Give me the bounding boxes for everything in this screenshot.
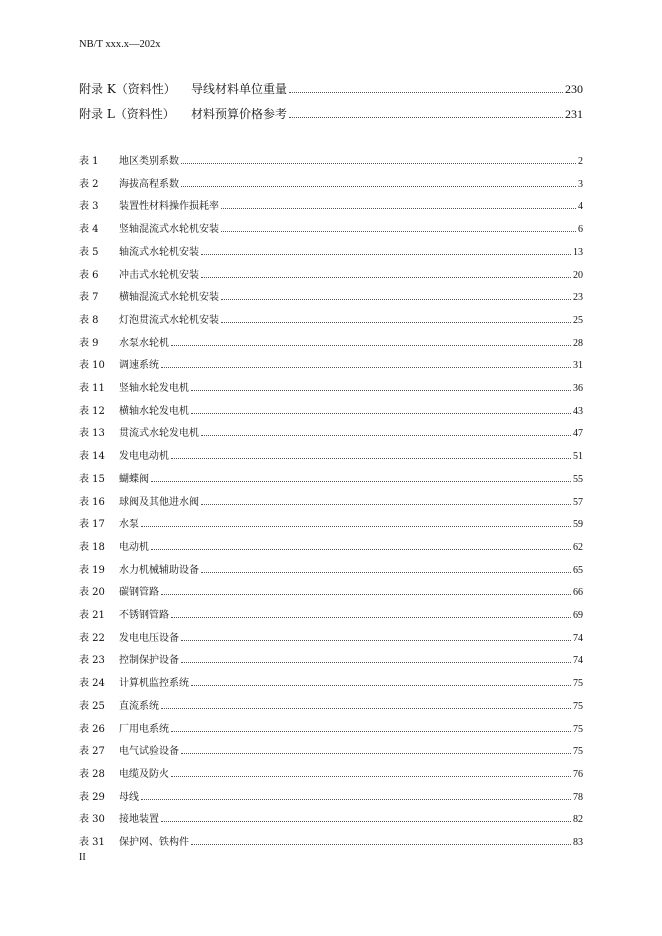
table-entry[interactable] — [79, 379, 583, 394]
entry-title: 发电电压设备 — [119, 632, 179, 644]
entry-page-number: 2 — [578, 156, 583, 167]
entry-page-number: 83 — [573, 837, 583, 848]
dot-leader — [191, 843, 571, 845]
entry-label: 表 11 — [79, 383, 105, 394]
entry-page-number: 55 — [573, 473, 583, 485]
entry-title: 不锈钢管路 — [119, 610, 169, 621]
entry-page-number: 4 — [578, 201, 583, 213]
entry-title: 电缆及防火 — [119, 768, 169, 780]
entry-title: 碳钢管路 — [119, 587, 159, 599]
entry-title: 海拔高程系数 — [119, 178, 179, 190]
entry-title: 接地装置 — [119, 814, 159, 826]
entry-title: 电气试验设备 — [119, 746, 179, 758]
entry-label: 表 23 — [79, 655, 105, 667]
dot-leader — [289, 91, 563, 93]
entry-page-number: 76 — [573, 768, 583, 780]
entry-title: 调速系统 — [119, 360, 159, 372]
dot-leader — [191, 412, 571, 414]
entry-page-number: 82 — [573, 814, 583, 826]
entry-title: 材料预算价格参考 — [191, 107, 288, 121]
table-entry[interactable] — [79, 197, 583, 212]
document-code-header: NB/T xxx.x—202x — [79, 39, 161, 50]
entry-title: 电动机 — [119, 541, 149, 553]
table-entry[interactable] — [79, 470, 583, 485]
dot-leader — [221, 207, 576, 209]
dot-leader — [191, 389, 571, 391]
table-entry[interactable] — [79, 447, 583, 462]
entry-label: 表 21 — [79, 610, 105, 621]
entry-page-number: 231 — [565, 107, 583, 121]
entry-label: 表 27 — [79, 746, 105, 758]
entry-label: 表 13 — [79, 428, 105, 440]
dot-leader — [201, 276, 571, 278]
dot-leader — [201, 503, 571, 505]
table-entry[interactable] — [79, 583, 583, 598]
table-entry[interactable] — [79, 651, 583, 666]
table-entry[interactable] — [79, 311, 583, 326]
table-entry[interactable] — [79, 810, 583, 825]
dot-leader — [201, 571, 571, 573]
entry-title: 贯流式水轮发电机 — [119, 428, 199, 440]
table-entry[interactable] — [79, 674, 583, 689]
entry-title: 直流系统 — [119, 700, 159, 712]
table-entry[interactable] — [79, 538, 583, 553]
dot-leader — [181, 162, 576, 164]
table-entry[interactable] — [79, 334, 583, 349]
entry-title: 横轴水轮发电机 — [119, 405, 189, 417]
dot-leader — [171, 730, 571, 732]
table-entry[interactable] — [79, 515, 583, 530]
entry-label: 表 4 — [79, 224, 99, 236]
table-entry[interactable] — [79, 629, 583, 644]
entry-title: 保护网、铁构件 — [119, 837, 189, 848]
entry-label: 表 25 — [79, 700, 105, 712]
table-entry[interactable] — [79, 697, 583, 712]
dot-leader — [181, 752, 571, 754]
table-entry[interactable] — [79, 243, 583, 258]
dot-leader — [161, 593, 571, 595]
entry-page-number: 62 — [573, 541, 583, 553]
entry-label: 表 3 — [79, 201, 99, 213]
entry-label: 表 16 — [79, 496, 105, 508]
entry-label: 表 14 — [79, 451, 105, 463]
entry-label: 表 17 — [79, 519, 105, 531]
table-entry[interactable] — [79, 742, 583, 757]
table-entry[interactable] — [79, 266, 583, 281]
table-entry[interactable] — [79, 493, 583, 508]
entry-label: 表 12 — [79, 405, 105, 417]
entry-page-number: 20 — [573, 269, 583, 281]
entry-label: 表 18 — [79, 541, 105, 553]
entry-label: 表 8 — [79, 314, 99, 326]
entry-label: 表 31 — [79, 837, 105, 848]
dot-leader — [151, 480, 571, 482]
entry-page-number: 47 — [573, 428, 583, 440]
dot-leader — [141, 525, 571, 527]
entry-page-number: 28 — [573, 337, 583, 349]
table-entry[interactable] — [79, 424, 583, 439]
entry-label: 表 7 — [79, 292, 99, 304]
entry-page-number: 74 — [573, 655, 583, 667]
entry-page-number: 69 — [573, 610, 583, 621]
dot-leader — [181, 661, 571, 663]
entry-page-number: 3 — [578, 178, 583, 190]
entry-page-number: 57 — [573, 496, 583, 508]
table-entry[interactable] — [79, 606, 583, 621]
appendix-entry[interactable] — [79, 105, 583, 122]
entry-title: 蝴蝶阀 — [119, 473, 149, 485]
entry-label: 表 15 — [79, 473, 105, 485]
entry-page-number: 66 — [573, 587, 583, 599]
entry-title: 装置性材料操作损耗率 — [119, 201, 219, 213]
dot-leader — [171, 616, 571, 618]
table-entry[interactable] — [79, 561, 583, 576]
entry-label: 表 10 — [79, 360, 105, 372]
entry-page-number: 75 — [573, 700, 583, 712]
dot-leader — [181, 639, 571, 641]
table-entry[interactable] — [79, 288, 583, 303]
page-number-footer: II — [79, 852, 86, 863]
dot-leader — [161, 366, 571, 368]
dot-leader — [181, 185, 576, 187]
entry-title: 地区类别系数 — [119, 156, 179, 167]
entry-page-number: 75 — [573, 723, 583, 735]
table-entry[interactable] — [79, 220, 583, 235]
dot-leader — [141, 798, 571, 800]
table-entry[interactable] — [79, 356, 583, 371]
entry-label: 表 22 — [79, 632, 105, 644]
entry-page-number: 65 — [573, 564, 583, 576]
entry-label: 附录 K（资料性） — [79, 82, 176, 96]
entry-label: 表 26 — [79, 723, 105, 735]
entry-label: 表 24 — [79, 678, 105, 690]
dot-leader — [161, 820, 571, 822]
table-entry[interactable] — [79, 833, 583, 848]
dot-leader — [171, 775, 571, 777]
table-entry[interactable] — [79, 765, 583, 780]
entry-title: 冲击式水轮机安装 — [119, 269, 199, 281]
entry-label: 表 30 — [79, 814, 105, 826]
entry-title: 横轴混流式水轮机安装 — [119, 292, 219, 304]
entry-title: 竖轴水轮发电机 — [119, 383, 189, 394]
entry-title: 导线材料单位重量 — [191, 82, 288, 96]
entry-page-number: 78 — [573, 791, 583, 803]
entry-page-number: 59 — [573, 519, 583, 531]
entry-page-number: 51 — [573, 451, 583, 463]
entry-label: 表 28 — [79, 768, 105, 780]
dot-leader — [171, 457, 571, 459]
entry-label: 表 20 — [79, 587, 105, 599]
dot-leader — [289, 116, 563, 118]
dot-leader — [201, 434, 571, 436]
table-entry[interactable] — [79, 152, 583, 167]
entry-title: 水泵水轮机 — [119, 337, 169, 349]
entry-title: 轴流式水轮机安装 — [119, 246, 199, 258]
entry-title: 灯泡贯流式水轮机安装 — [119, 314, 219, 326]
entry-page-number: 36 — [573, 383, 583, 394]
entry-label: 附录 L（资料性） — [79, 107, 175, 121]
dot-leader — [221, 298, 571, 300]
entry-page-number: 6 — [578, 224, 583, 236]
entry-page-number: 75 — [573, 678, 583, 690]
entry-title: 水力机械辅助设备 — [119, 564, 199, 576]
table-entry[interactable] — [79, 402, 583, 417]
entry-title: 球阀及其他进水阀 — [119, 496, 199, 508]
entry-page-number: 23 — [573, 292, 583, 304]
entry-title: 水泵 — [119, 519, 139, 531]
dot-leader — [221, 230, 576, 232]
entry-label: 表 5 — [79, 246, 99, 258]
entry-title: 竖轴混流式水轮机安装 — [119, 224, 219, 236]
entry-page-number: 75 — [573, 746, 583, 758]
entry-page-number: 230 — [565, 82, 583, 96]
entry-label: 表 9 — [79, 337, 99, 349]
entry-title: 发电电动机 — [119, 451, 169, 463]
dot-leader — [161, 707, 571, 709]
appendix-entry[interactable] — [79, 80, 583, 97]
entry-page-number: 31 — [573, 360, 583, 372]
entry-label: 表 2 — [79, 178, 99, 190]
entry-title: 厂用电系统 — [119, 723, 169, 735]
dot-leader — [221, 321, 571, 323]
entry-page-number: 13 — [573, 246, 583, 258]
entry-title: 计算机监控系统 — [119, 678, 189, 690]
dot-leader — [151, 548, 571, 550]
entry-title: 控制保护设备 — [119, 655, 179, 667]
entry-label: 表 29 — [79, 791, 105, 803]
dot-leader — [201, 253, 571, 255]
table-entry[interactable] — [79, 175, 583, 190]
table-entry[interactable] — [79, 788, 583, 803]
table-entry[interactable] — [79, 720, 583, 735]
dot-leader — [171, 344, 571, 346]
entry-page-number: 25 — [573, 314, 583, 326]
entry-page-number: 74 — [573, 632, 583, 644]
entry-label: 表 19 — [79, 564, 105, 576]
entry-title: 母线 — [119, 791, 139, 803]
entry-label: 表 6 — [79, 269, 99, 281]
entry-page-number: 43 — [573, 405, 583, 417]
entry-label: 表 1 — [79, 156, 99, 167]
dot-leader — [191, 684, 571, 686]
